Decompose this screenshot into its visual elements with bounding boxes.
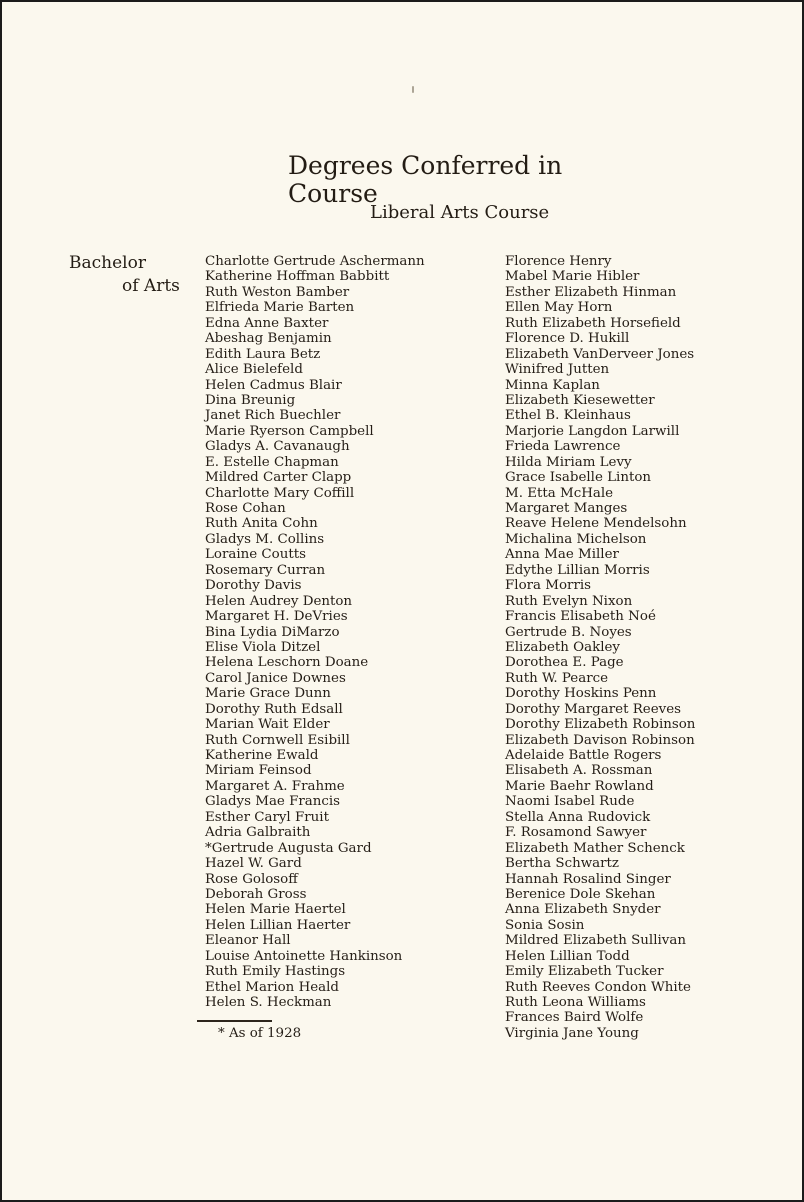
graduate-name: Katherine Ewald xyxy=(205,748,319,763)
paper-speck xyxy=(412,86,414,93)
graduate-name: Esther Elizabeth Hinman xyxy=(505,284,677,300)
graduate-name: F. Rosamond Sawyer xyxy=(505,825,647,841)
graduate-name: Hazel W. Gard xyxy=(205,856,302,872)
graduate-name: Charlotte Gertrude Aschermann xyxy=(205,254,425,269)
graduate-name: Gertrude B. Noyes xyxy=(505,624,632,640)
graduate-name: Adria Galbraith xyxy=(205,825,311,841)
graduate-name: Marian Wait Elder xyxy=(205,717,330,733)
graduate-name: M. Etta McHale xyxy=(505,485,614,501)
graduate-name: Rose Golosoff xyxy=(205,871,298,887)
graduate-name: Margaret A. Frahme xyxy=(205,778,345,794)
graduate-name: Flora Morris xyxy=(505,578,592,594)
graduate-name: Dorothy Hoskins Penn xyxy=(505,686,657,702)
graduate-name: Ruth Leona Williams xyxy=(505,995,646,1010)
graduate-name: Helen Marie Haertel xyxy=(205,902,346,918)
graduate-name: Deborah Gross xyxy=(205,886,307,902)
graduate-name: Hannah Rosalind Singer xyxy=(505,871,671,887)
graduate-name: Elfrieda Marie Barten xyxy=(205,300,355,316)
footnote-rule xyxy=(197,1020,272,1022)
graduate-name: Elizabeth Oakley xyxy=(505,639,620,655)
graduate-name: Francis Elisabeth Noé xyxy=(505,609,656,625)
graduate-name: Katherine Hoffman Babbitt xyxy=(205,269,390,285)
graduate-name: Ethel B. Kleinhaus xyxy=(505,408,631,424)
graduate-name: Marie Ryerson Campbell xyxy=(205,423,374,439)
graduate-name: Bertha Schwartz xyxy=(505,856,619,872)
graduate-name: Dorothy Davis xyxy=(205,578,302,594)
graduate-name: Mabel Marie Hibler xyxy=(505,269,640,285)
graduate-name: Sonia Sosin xyxy=(505,917,585,933)
graduate-name: E. Estelle Chapman xyxy=(205,454,339,470)
graduate-name: Louise Antoinette Hankinson xyxy=(205,948,403,964)
graduate-name: Ruth Weston Bamber xyxy=(205,284,350,300)
graduate-name: Mildred Carter Clapp xyxy=(205,470,352,486)
graduate-name: Frieda Lawrence xyxy=(505,439,621,455)
graduate-name: Esther Caryl Fruit xyxy=(205,809,329,825)
graduate-name: Ruth Elizabeth Horsefield xyxy=(505,315,681,331)
graduate-name: Mildred Elizabeth Sullivan xyxy=(505,933,686,949)
page-title: Degrees Conferred in Course xyxy=(288,151,563,208)
graduate-name: Dorothea E. Page xyxy=(505,655,624,671)
graduate-name: Anna Mae Miller xyxy=(505,547,619,563)
graduate-name: Winifred Jutten xyxy=(505,362,610,378)
graduate-name: Hilda Miriam Levy xyxy=(505,454,632,470)
graduate-name: Florence D. Hukill xyxy=(505,331,630,347)
graduate-name: Helen Audrey Denton xyxy=(205,593,353,609)
page-subtitle: Liberal Arts Course xyxy=(370,202,550,223)
graduate-name: Alice Bielefeld xyxy=(205,362,303,378)
graduate-name: Stella Anna Rudovick xyxy=(505,809,651,825)
graduate-name: Reave Helene Mendelsohn xyxy=(505,516,687,532)
graduate-name: Adelaide Battle Rogers xyxy=(505,748,662,763)
graduate-name: Ruth Evelyn Nixon xyxy=(505,593,633,609)
graduate-name: Ruth Reeves Condon White xyxy=(505,979,691,995)
graduate-name: Edith Laura Betz xyxy=(205,346,321,362)
graduate-name: Helen S. Heckman xyxy=(205,995,332,1010)
graduate-name: Elisabeth A. Rossman xyxy=(505,763,653,779)
graduate-name: Rose Cohan xyxy=(205,501,286,516)
graduate-name: Elizabeth Kiesewetter xyxy=(505,392,655,408)
graduate-name: Rosemary Curran xyxy=(205,562,326,578)
degree-label-line-2: of Arts xyxy=(122,276,180,296)
graduate-name: Margaret H. DeVries xyxy=(205,609,348,625)
graduate-name: Gladys M. Collins xyxy=(205,531,325,547)
graduate-name: Helen Lillian Todd xyxy=(505,948,630,964)
graduate-name: Ruth W. Pearce xyxy=(505,670,609,686)
graduate-name: Marie Baehr Rowland xyxy=(505,778,654,794)
graduate-name: Elizabeth Mather Schenck xyxy=(505,840,685,856)
graduate-name: Elizabeth Davison Robinson xyxy=(505,732,695,748)
graduate-name: Dorothy Ruth Edsall xyxy=(205,701,343,717)
graduate-name: Minna Kaplan xyxy=(505,377,600,393)
graduate-name: Berenice Dole Skehan xyxy=(505,886,656,902)
graduate-name: Dorothy Elizabeth Robinson xyxy=(505,717,696,733)
graduate-name: Helen Cadmus Blair xyxy=(205,377,342,393)
graduate-name: Florence Henry xyxy=(505,254,612,269)
graduate-name: Ruth Cornwell Esibill xyxy=(205,732,350,748)
graduate-name: Ellen May Horn xyxy=(505,300,613,316)
footnote: * As of 1928 xyxy=(218,1026,302,1041)
graduate-name: Ethel Marion Heald xyxy=(205,979,340,995)
graduate-name: *Gertrude Augusta Gard xyxy=(205,840,372,856)
names-right-column xyxy=(505,254,795,1041)
graduate-name: Gladys Mae Francis xyxy=(205,794,341,810)
graduate-name: Marie Grace Dunn xyxy=(205,686,331,702)
graduate-name: Marjorie Langdon Larwill xyxy=(505,423,680,439)
graduate-name: Dorothy Margaret Reeves xyxy=(505,701,681,717)
graduate-name: Ruth Anita Cohn xyxy=(205,516,318,532)
graduate-name: Gladys A. Cavanaugh xyxy=(205,439,350,455)
graduate-name: Naomi Isabel Rude xyxy=(505,794,635,810)
graduate-name: Miriam Feinsod xyxy=(205,763,312,779)
graduate-name: Grace Isabelle Linton xyxy=(505,470,652,486)
graduate-name: Loraine Coutts xyxy=(205,547,306,563)
graduate-name: Emily Elizabeth Tucker xyxy=(505,964,664,980)
graduate-name: Frances Baird Wolfe xyxy=(505,1010,644,1026)
graduate-name: Janet Rich Buechler xyxy=(205,408,341,424)
graduate-name: Virginia Jane Young xyxy=(505,1025,639,1041)
graduate-name: Elise Viola Ditzel xyxy=(205,639,321,655)
graduate-name: Margaret Manges xyxy=(505,501,628,516)
graduate-name: Anna Elizabeth Snyder xyxy=(505,902,661,918)
graduate-name: Edythe Lillian Morris xyxy=(505,562,650,578)
degree-label-line-1: Bachelor xyxy=(69,253,146,273)
graduate-name: Edna Anne Baxter xyxy=(205,315,329,331)
graduate-name: Carol Janice Downes xyxy=(205,670,346,686)
names-left-column xyxy=(205,254,475,1010)
graduate-name: Dina Breunig xyxy=(205,392,296,408)
graduate-name: Eleanor Hall xyxy=(205,933,291,949)
graduate-name: Michalina Michelson xyxy=(505,531,647,547)
graduate-name: Helen Lillian Haerter xyxy=(205,917,351,933)
graduate-name: Elizabeth VanDerveer Jones xyxy=(505,346,695,362)
graduate-name: Abeshag Benjamin xyxy=(205,331,332,347)
graduate-name: Charlotte Mary Coffill xyxy=(205,485,355,501)
graduate-name: Ruth Emily Hastings xyxy=(205,964,346,980)
graduate-name: Helena Leschorn Doane xyxy=(205,655,369,671)
graduate-name: Bina Lydia DiMarzo xyxy=(205,624,340,640)
